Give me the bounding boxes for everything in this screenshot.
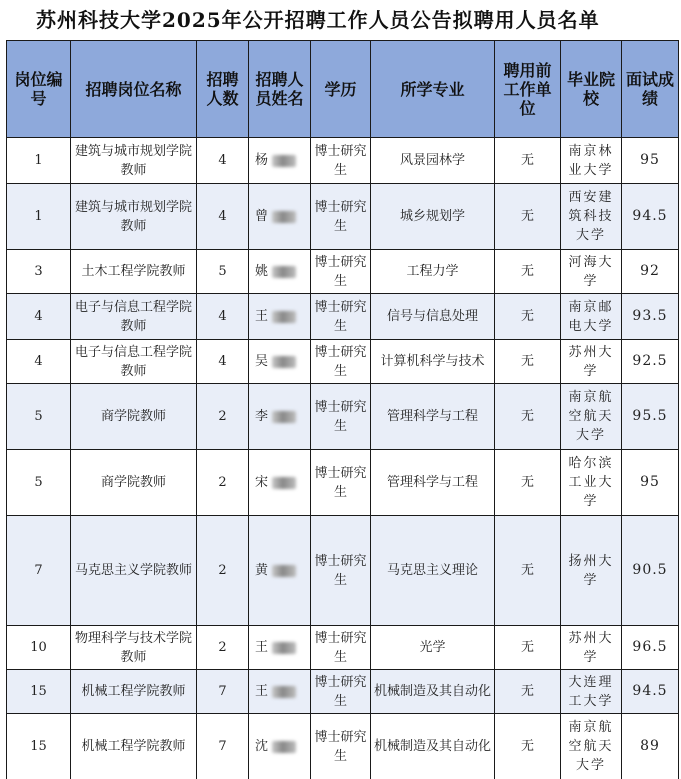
cell-degree: 博士研究生 bbox=[311, 294, 371, 340]
cell-count: 4 bbox=[197, 184, 249, 250]
cell-post-no: 1 bbox=[7, 138, 71, 184]
redacted-name-mask bbox=[272, 311, 296, 323]
cell-post-name: 建筑与城市规划学院教师 bbox=[71, 138, 197, 184]
cell-post-name: 建筑与城市规划学院教师 bbox=[71, 184, 197, 250]
cell-score: 93.5 bbox=[622, 294, 679, 340]
header-major: 所学专业 bbox=[371, 41, 495, 138]
table-row bbox=[7, 670, 679, 714]
cell-count: 4 bbox=[197, 138, 249, 184]
cell-prev-employer: 无 bbox=[495, 516, 561, 626]
cell-major: 光学 bbox=[371, 626, 495, 670]
cell-school: 苏州大学 bbox=[561, 340, 622, 384]
cell-school: 河海大学 bbox=[561, 250, 622, 294]
redacted-name-mask bbox=[272, 211, 296, 223]
cell-score: 94.5 bbox=[622, 670, 679, 714]
cell-degree: 博士研究生 bbox=[311, 714, 371, 779]
cell-major: 马克思主义理论 bbox=[371, 516, 495, 626]
cell-count: 2 bbox=[197, 384, 249, 450]
surname-text: 王 bbox=[255, 684, 269, 699]
surname-text: 曾 bbox=[255, 209, 269, 224]
cell-post-name: 马克思主义学院教师 bbox=[71, 516, 197, 626]
cell-degree: 博士研究生 bbox=[311, 138, 371, 184]
redacted-name-mask bbox=[272, 741, 296, 753]
cell-post-no: 7 bbox=[7, 516, 71, 626]
table-row bbox=[7, 250, 679, 294]
redacted-name-mask bbox=[272, 266, 296, 278]
cell-score: 95 bbox=[622, 450, 679, 516]
table-row bbox=[7, 516, 679, 626]
cell-degree: 博士研究生 bbox=[311, 626, 371, 670]
header-name: 招聘人员姓名 bbox=[249, 41, 311, 138]
cell-degree: 博士研究生 bbox=[311, 516, 371, 626]
cell-score: 95.5 bbox=[622, 384, 679, 450]
cell-count: 7 bbox=[197, 714, 249, 779]
cell-school: 南京邮电大学 bbox=[561, 294, 622, 340]
cell-score: 92 bbox=[622, 250, 679, 294]
cell-count: 7 bbox=[197, 670, 249, 714]
cell-prev-employer: 无 bbox=[495, 714, 561, 779]
cell-major: 计算机科学与技术 bbox=[371, 340, 495, 384]
cell-name bbox=[249, 340, 311, 384]
header-degree: 学历 bbox=[311, 41, 371, 138]
cell-count: 4 bbox=[197, 340, 249, 384]
cell-name bbox=[249, 138, 311, 184]
cell-school: 西安建筑科技大学 bbox=[561, 184, 622, 250]
header-post-name: 招聘岗位名称 bbox=[71, 41, 197, 138]
cell-name bbox=[249, 294, 311, 340]
cell-score: 94.5 bbox=[622, 184, 679, 250]
cell-post-no: 4 bbox=[7, 340, 71, 384]
cell-degree: 博士研究生 bbox=[311, 250, 371, 294]
cell-count: 2 bbox=[197, 516, 249, 626]
table-row bbox=[7, 450, 679, 516]
table-row bbox=[7, 384, 679, 450]
cell-post-name: 机械工程学院教师 bbox=[71, 714, 197, 779]
redacted-name-mask bbox=[272, 356, 296, 368]
cell-major: 工程力学 bbox=[371, 250, 495, 294]
table-body bbox=[7, 138, 679, 779]
cell-post-no: 1 bbox=[7, 184, 71, 250]
cell-major: 信号与信息处理 bbox=[371, 294, 495, 340]
table-row bbox=[7, 294, 679, 340]
cell-name bbox=[249, 714, 311, 779]
cell-name bbox=[249, 670, 311, 714]
cell-post-no: 15 bbox=[7, 714, 71, 779]
cell-prev-employer: 无 bbox=[495, 250, 561, 294]
header-count: 招聘人数 bbox=[197, 41, 249, 138]
cell-school: 扬州大学 bbox=[561, 516, 622, 626]
cell-school: 苏州大学 bbox=[561, 626, 622, 670]
cell-post-no: 5 bbox=[7, 450, 71, 516]
redacted-name-mask bbox=[272, 686, 296, 698]
cell-name bbox=[249, 450, 311, 516]
surname-text: 王 bbox=[255, 640, 269, 655]
redacted-name-mask bbox=[272, 411, 296, 423]
cell-score: 96.5 bbox=[622, 626, 679, 670]
cell-prev-employer: 无 bbox=[495, 384, 561, 450]
surname-text: 王 bbox=[255, 309, 269, 324]
table-row bbox=[7, 626, 679, 670]
cell-school: 大连理工大学 bbox=[561, 670, 622, 714]
cell-post-name: 土木工程学院教师 bbox=[71, 250, 197, 294]
cell-post-no: 5 bbox=[7, 384, 71, 450]
cell-count: 2 bbox=[197, 626, 249, 670]
redacted-name-mask bbox=[272, 477, 296, 489]
cell-post-name: 电子与信息工程学院教师 bbox=[71, 294, 197, 340]
cell-major: 风景园林学 bbox=[371, 138, 495, 184]
cell-prev-employer: 无 bbox=[495, 340, 561, 384]
redacted-name-mask bbox=[272, 565, 296, 577]
table-row bbox=[7, 184, 679, 250]
cell-score: 90.5 bbox=[622, 516, 679, 626]
redacted-name-mask bbox=[272, 155, 296, 167]
cell-degree: 博士研究生 bbox=[311, 340, 371, 384]
cell-degree: 博士研究生 bbox=[311, 184, 371, 250]
cell-major: 城乡规划学 bbox=[371, 184, 495, 250]
cell-major: 机械制造及其自动化 bbox=[371, 670, 495, 714]
cell-school: 南京林业大学 bbox=[561, 138, 622, 184]
header-score: 面试成绩 bbox=[622, 41, 679, 138]
surname-text: 吴 bbox=[255, 354, 269, 369]
candidate-table bbox=[6, 40, 679, 779]
header-prev-employer: 聘用前工作单位 bbox=[495, 41, 561, 138]
table-row bbox=[7, 138, 679, 184]
cell-post-name: 物理科学与技术学院教师 bbox=[71, 626, 197, 670]
table-header-row bbox=[7, 41, 679, 138]
cell-post-name: 商学院教师 bbox=[71, 450, 197, 516]
cell-count: 4 bbox=[197, 294, 249, 340]
surname-text: 黄 bbox=[255, 563, 269, 578]
cell-school: 南京航空航天大学 bbox=[561, 384, 622, 450]
cell-prev-employer: 无 bbox=[495, 626, 561, 670]
table-row bbox=[7, 340, 679, 384]
cell-degree: 博士研究生 bbox=[311, 450, 371, 516]
header-school: 毕业院校 bbox=[561, 41, 622, 138]
cell-score: 95 bbox=[622, 138, 679, 184]
cell-count: 5 bbox=[197, 250, 249, 294]
cell-name bbox=[249, 250, 311, 294]
cell-prev-employer: 无 bbox=[495, 450, 561, 516]
cell-post-no: 15 bbox=[7, 670, 71, 714]
cell-score: 92.5 bbox=[622, 340, 679, 384]
header-post-no: 岗位编号 bbox=[7, 41, 71, 138]
cell-degree: 博士研究生 bbox=[311, 670, 371, 714]
cell-post-no: 4 bbox=[7, 294, 71, 340]
cell-major: 机械制造及其自动化 bbox=[371, 714, 495, 779]
surname-text: 姚 bbox=[255, 264, 269, 279]
cell-name bbox=[249, 384, 311, 450]
cell-name bbox=[249, 516, 311, 626]
table-row bbox=[7, 714, 679, 779]
cell-prev-employer: 无 bbox=[495, 294, 561, 340]
cell-major: 管理科学与工程 bbox=[371, 450, 495, 516]
surname-text: 李 bbox=[255, 409, 269, 424]
cell-prev-employer: 无 bbox=[495, 138, 561, 184]
cell-score: 89 bbox=[622, 714, 679, 779]
cell-post-name: 电子与信息工程学院教师 bbox=[71, 340, 197, 384]
cell-post-name: 机械工程学院教师 bbox=[71, 670, 197, 714]
cell-school: 哈尔滨工业大学 bbox=[561, 450, 622, 516]
cell-name bbox=[249, 626, 311, 670]
cell-prev-employer: 无 bbox=[495, 670, 561, 714]
cell-degree: 博士研究生 bbox=[311, 384, 371, 450]
cell-post-no: 10 bbox=[7, 626, 71, 670]
cell-name bbox=[249, 184, 311, 250]
cell-count: 2 bbox=[197, 450, 249, 516]
redacted-name-mask bbox=[272, 642, 296, 654]
cell-post-no: 3 bbox=[7, 250, 71, 294]
surname-text: 沈 bbox=[255, 739, 269, 754]
page-title: 苏州科技大学2025年公开招聘工作人员公告拟聘用人员名单 bbox=[36, 8, 600, 32]
cell-school: 南京航空航天大学 bbox=[561, 714, 622, 779]
surname-text: 宋 bbox=[255, 475, 269, 490]
cell-post-name: 商学院教师 bbox=[71, 384, 197, 450]
cell-prev-employer: 无 bbox=[495, 184, 561, 250]
cell-major: 管理科学与工程 bbox=[371, 384, 495, 450]
surname-text: 杨 bbox=[255, 153, 269, 168]
